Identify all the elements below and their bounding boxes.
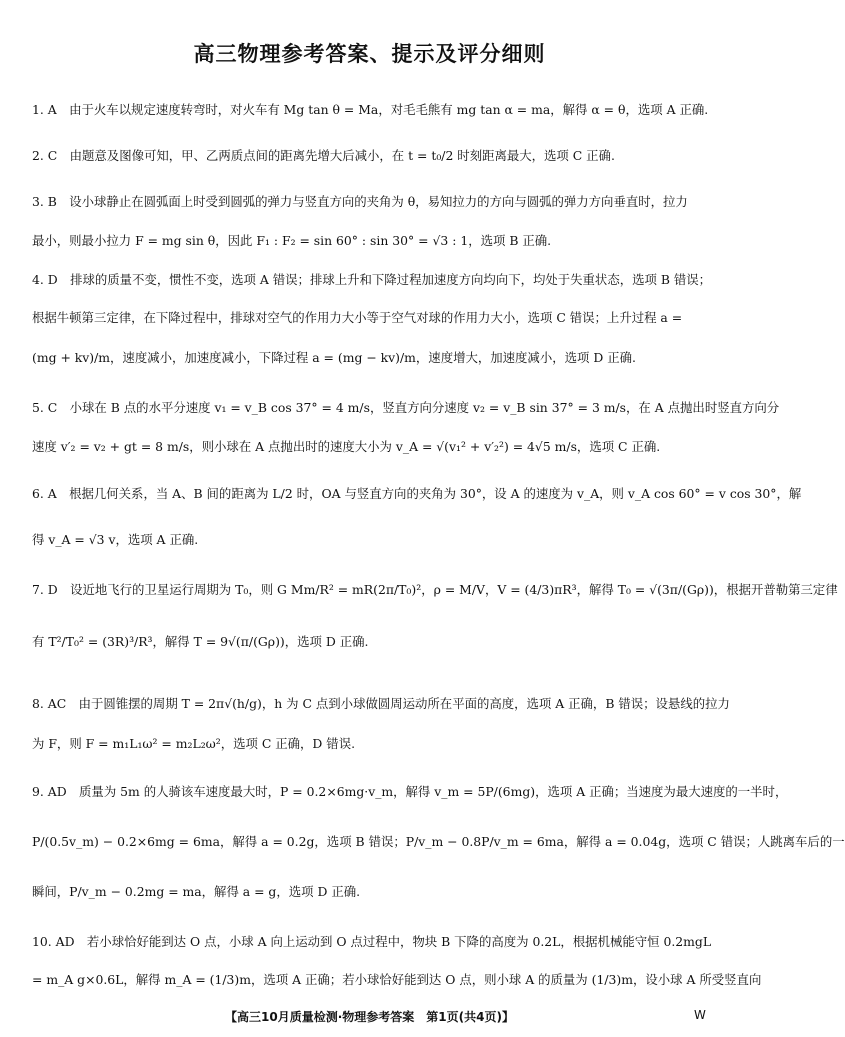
answer-line-16: 9. AD 质量为 5m 的人骑该车速度最大时，P = 0.2×6mg·v_m，解得 v_m = 5P/(6mg)，选项 A 正确；当速度为最大速度的一半时，	[32, 784, 788, 799]
answer-line-13: 有 T²/T₀² = (3R)³/R³，解得 T = 9√(π/(Gρ))，选项 D 正确.	[32, 634, 369, 649]
answer-line-6: 根据牛顿第三定律，在下降过程中，排球对空气的作用力大小等于空气对球的作用力大小，选项 C 错误；上升过程 a =	[32, 310, 683, 325]
answer-line-8: 5. C 小球在 B 点的水平分速度 v₁ = v_B cos 37° = 4 m/s，竖直方向分速度 v₂ = v_B sin 37° = 3 m/s，在 A 点抛出时竖直方向分	[32, 400, 780, 415]
answer-line-1: 1. A 由于火车以规定速度转弯时，对火车有 Mg tan θ = Ma，对毛毛熊有 mg tan α = ma，解得 α = θ，选项 A 正确.	[32, 102, 709, 117]
answer-line-14: 8. AC 由于圆锥摆的周期 T = 2π√(h/g)，h 为 C 点到小球做圆周运动所在平面的高度，选项 A 正确，B 错误；设悬线的拉力	[32, 696, 730, 711]
answer-line-19: 10. AD 若小球恰好能到达 O 点，小球 A 向上运动到 O 点过程中，物块 B 下降的高度为 0.2L，根据机械能守恒 0.2mgL	[32, 934, 712, 949]
answer-line-9: 速度 v′₂ = v₂ + gt = 8 m/s，则小球在 A 点抛出时的速度大小为 v_A = √(v₁² + v′₂²) = 4√5 m/s，选项 C 正确.	[32, 439, 661, 454]
answer-line-4: 最小，则最小拉力 F = mg sin θ，因此 F₁ : F₂ = sin 60° : sin 30° = √3 : 1，选项 B 正确.	[32, 233, 552, 248]
answer-line-3: 3. B 设小球静止在圆弧面上时受到圆弧的弹力与竖直方向的夹角为 θ，易知拉力的方向与圆弧的弹力方向垂直时，拉力	[32, 194, 688, 209]
answer-line-15: 为 F，则 F = m₁L₁ω² = m₂L₂ω²，选项 C 正确，D 错误.	[32, 736, 356, 751]
page-title: 高三物理参考答案、提示及评分细则	[193, 42, 546, 66]
answer-line-18: 瞬间，P/v_m − 0.2mg = ma，解得 a = g，选项 D 正确.	[32, 884, 361, 899]
answer-line-7: (mg + kv)/m，速度减小，加速度减小，下降过程 a = (mg − kv)/m，速度增大，加速度减小，选项 D 正确.	[32, 350, 636, 365]
answer-line-17: P/(0.5v_m) − 0.2×6mg = 6ma，解得 a = 0.2g，选项 B 错误；P/v_m − 0.8P/v_m = 6ma，解得 a = 0.04g，选项 C 错误；人跳离车后的一	[32, 834, 845, 849]
answer-line-11: 得 v_A = √3 v，选项 A 正确.	[32, 532, 199, 547]
answer-line-5: 4. D 排球的质量不变，惯性不变，选项 A 错误；排球上升和下降过程加速度方向均向下，均处于失重状态，选项 B 错误；	[32, 272, 712, 287]
footer-mark: W	[694, 1008, 706, 1022]
answer-line-20: = m_A g×0.6L，解得 m_A = (1/3)m，选项 A 正确；若小球恰好能到达 O 点，则小球 A 的质量为 (1/3)m，设小球 A 所受竖直向	[32, 972, 762, 987]
answer-line-10: 6. A 根据几何关系，当 A、B 间的距离为 L/2 时，OA 与竖直方向的夹角为 30°，设 A 的速度为 v_A，则 v_A cos 60° = v cos 30°，解	[32, 486, 802, 501]
page-footer: 【高三10月质量检测·物理参考答案 第1页(共4页)】	[225, 1010, 514, 1024]
answer-line-12: 7. D 设近地飞行的卫星运行周期为 T₀，则 G Mm/R² = mR(2π/T₀)²，ρ = M/V，V = (4/3)πR³，解得 T₀ = √(3π/(Gρ))，根据开普勒第三定律	[32, 582, 838, 597]
answer-line-2: 2. C 由题意及图像可知，甲、乙两质点间的距离先增大后减小，在 t = t₀/2 时刻距离最大，选项 C 正确.	[32, 148, 615, 163]
